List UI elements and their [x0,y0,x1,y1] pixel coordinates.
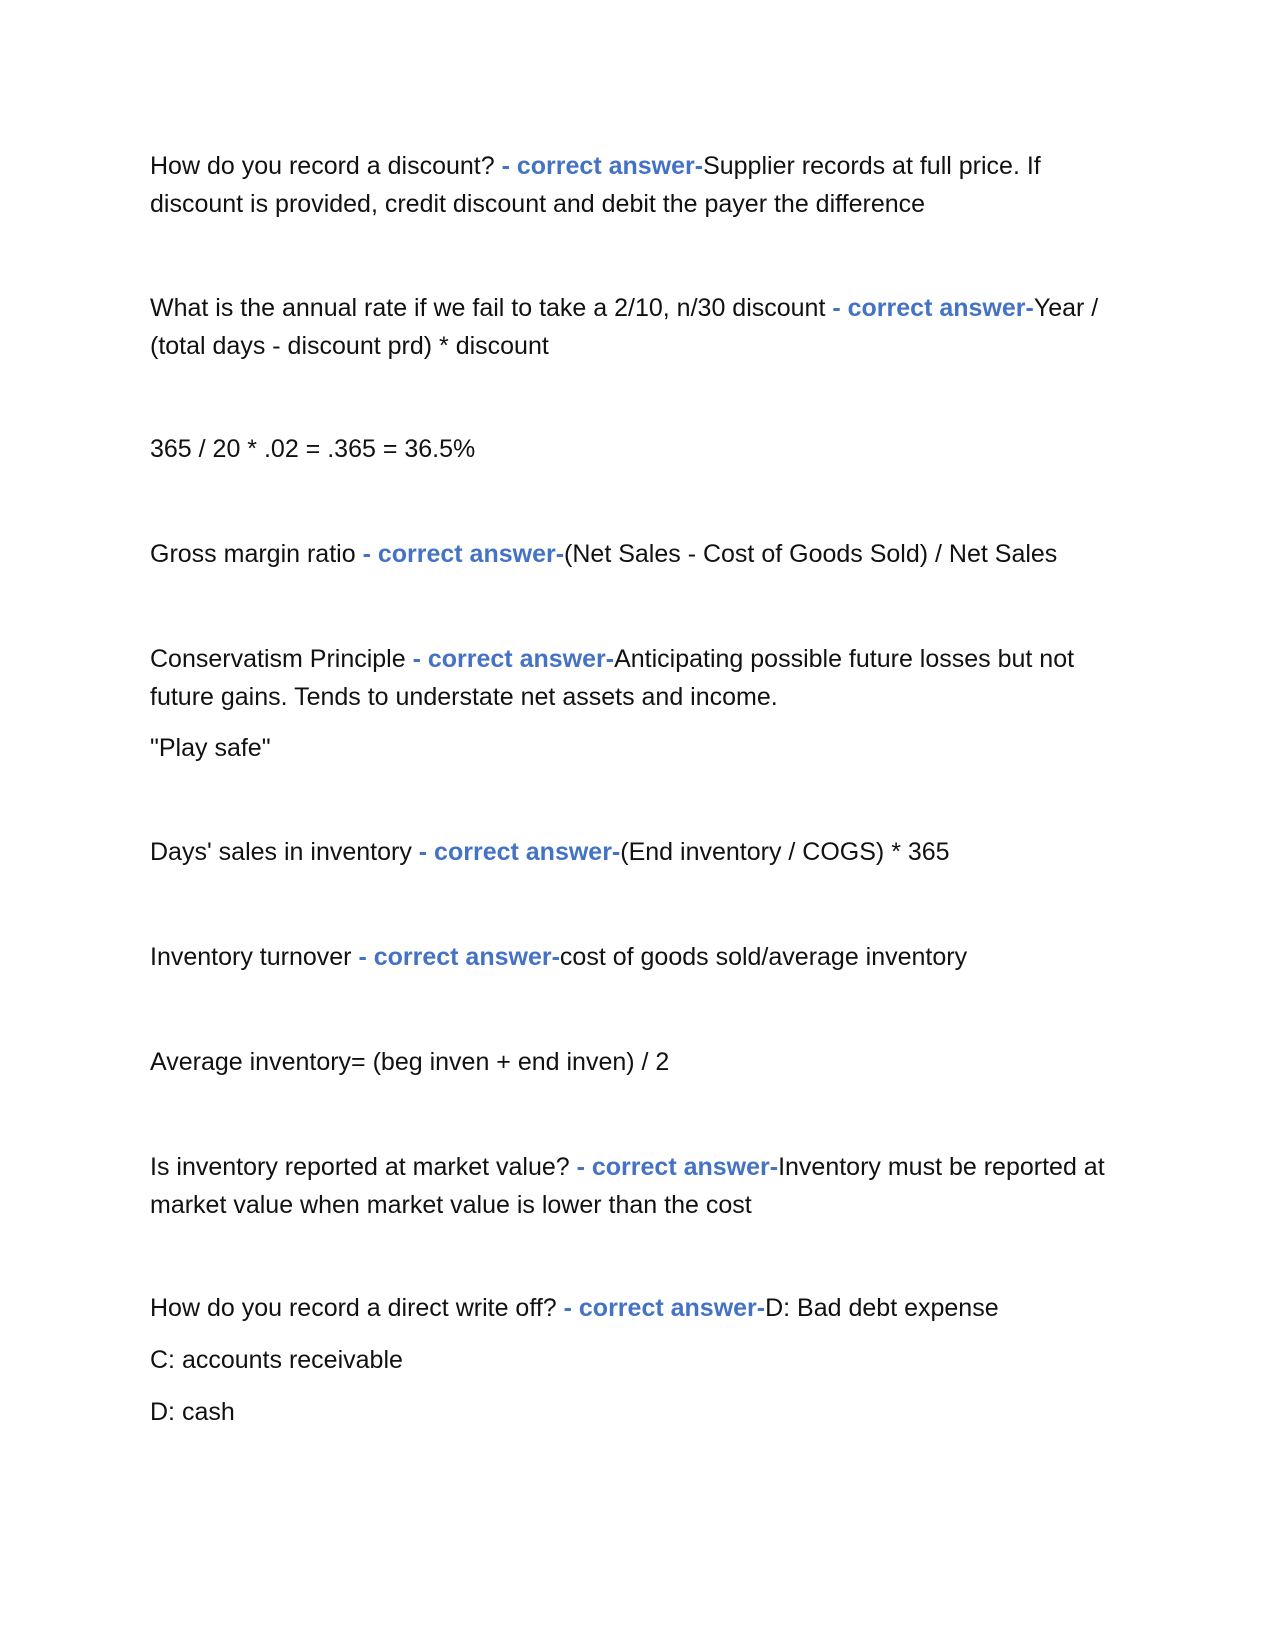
qa-gross-margin-ratio [150,535,1110,573]
question-text: How do you record a direct write off? [150,1294,557,1322]
answer-text: cost of goods sold/average inventory [559,943,968,971]
question-text: Gross margin ratio [150,540,356,568]
answer-tag: - correct answer- [825,294,1034,322]
qa-conservatism-principle [150,640,1110,716]
answer-tag: - correct answer- [556,1294,766,1322]
qa-inventory-turnover [150,938,1110,976]
formula-example-line: 365 / 20 * .02 = .365 = 36.5% [150,435,476,463]
answer-text: Year / (total days - discount prd) * discount [150,294,1099,360]
answer-text: (End inventory / COGS) * 365 [620,838,950,866]
question-text: What is the annual rate if we fail to take a 2/10, n/30 discount [150,294,826,322]
debit-cash-line: D: cash [150,1398,235,1426]
play-safe-line: "Play safe" [150,734,271,762]
answer-text: Anticipating possible future losses but not future gains. Tends to understate net assets and income. [150,645,1075,711]
qa-discount-record [150,147,1110,223]
question-text: How do you record a discount? [150,152,495,180]
credit-accounts-receivable-line: C: accounts receivable [150,1346,403,1374]
answer-tag: - correct answer- [411,838,621,866]
question-text: Is inventory reported at market value? [150,1153,570,1181]
question-text: Days' sales in inventory [150,838,412,866]
question-text: Inventory turnover [150,943,352,971]
answer-text: Inventory must be reported at market value when market value is lower than the cost [150,1153,1105,1219]
answer-tag: - correct answer- [569,1153,779,1181]
answer-text: Supplier records at full price. If discount is provided, credit discount and debit the payer the difference [150,152,1041,218]
answer-tag: - correct answer- [355,540,565,568]
average-inventory-line: Average inventory= (beg inven + end inven) / 2 [150,1048,670,1076]
answer-tag: - correct answer- [351,943,560,971]
qa-annual-rate [150,289,1110,365]
answer-text: D: Bad debt expense [765,1294,999,1322]
qa-days-sales-inventory [150,833,1110,871]
qa-inventory-market-value [150,1148,1110,1224]
answer-tag: - correct answer- [494,152,704,180]
answer-tag: - correct answer- [405,645,615,673]
qa-direct-write-off [150,1289,1110,1327]
question-text: Conservatism Principle [150,645,406,673]
answer-text: (Net Sales - Cost of Goods Sold) / Net Sales [564,540,1058,568]
